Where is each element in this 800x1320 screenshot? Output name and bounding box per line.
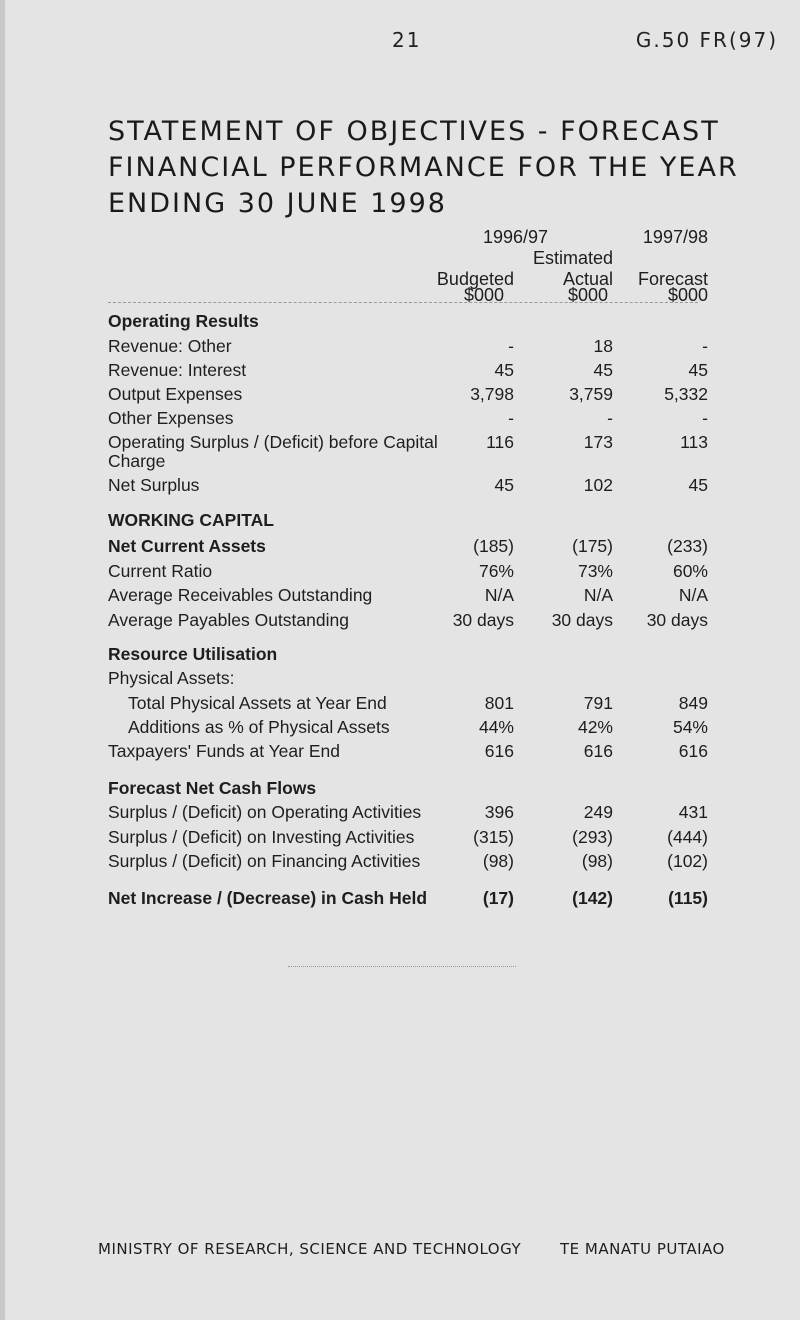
cell-budgeted: (17): [482, 888, 514, 908]
forecast-label: Forecast: [637, 269, 708, 289]
cell-estimated-actual: 3,759: [569, 384, 613, 404]
title-line-1: STATEMENT OF OBJECTIVES - FORECAST: [108, 116, 720, 147]
cell-budgeted: 76%: [478, 561, 514, 581]
unit-label-1: $000: [463, 285, 504, 305]
cell-estimated-actual: (175): [572, 536, 613, 556]
section-operating-results: Operating Results: [108, 311, 259, 331]
cell-budgeted: 116: [486, 432, 514, 452]
cell-budgeted: 3,798: [470, 384, 514, 404]
cell-estimated-actual: 42%: [577, 717, 613, 737]
row-label: Operating Surplus / (Deficit) before Capital: [108, 432, 438, 452]
cell-estimated-actual: 30 days: [551, 610, 613, 630]
page-edge: [0, 0, 5, 1320]
row-label: Current Ratio: [108, 561, 213, 581]
cell-forecast: (233): [667, 536, 708, 556]
cell-forecast: 45: [688, 360, 708, 380]
row-label: Net Increase / (Decrease) in Cash Held: [108, 888, 428, 908]
row-label-continuation: Charge: [108, 451, 166, 471]
footer-maori-name: TE MANATU PUTAIAO: [560, 1240, 725, 1258]
cell-forecast: 5,332: [664, 384, 708, 404]
row-label: Average Payables Outstanding: [108, 610, 349, 630]
cell-budgeted: 44%: [478, 717, 514, 737]
cell-budgeted: -: [508, 336, 514, 356]
row-label: Net Surplus: [108, 475, 200, 495]
actual-label: Actual: [562, 269, 613, 289]
cell-estimated-actual: 18: [593, 336, 613, 356]
unit-label-3: $000: [667, 285, 708, 305]
cell-budgeted: N/A: [484, 585, 514, 605]
cell-budgeted: 45: [494, 360, 514, 380]
cell-forecast: (115): [668, 888, 708, 908]
cell-forecast: 54%: [672, 717, 708, 737]
row-label: Other Expenses: [108, 408, 234, 428]
cell-estimated-actual: -: [607, 408, 613, 428]
estimated-label: Estimated: [532, 248, 613, 268]
cell-forecast: 30 days: [646, 610, 708, 630]
cell-estimated-actual: 102: [583, 475, 613, 495]
cell-estimated-actual: (98): [581, 851, 613, 871]
cell-forecast: 849: [678, 693, 708, 713]
cell-forecast: 616: [678, 741, 708, 761]
dotted-rule: [288, 966, 516, 967]
cell-forecast: -: [702, 408, 708, 428]
cell-estimated-actual: 45: [593, 360, 613, 380]
cell-budgeted: (185): [473, 536, 514, 556]
row-label: Surplus / (Deficit) on Investing Activities: [108, 827, 415, 847]
cell-budgeted: 396: [484, 802, 514, 822]
row-label: Taxpayers' Funds at Year End: [108, 741, 340, 761]
cell-forecast: 113: [680, 432, 708, 452]
cell-forecast: 45: [688, 475, 708, 495]
cell-forecast: 60%: [672, 561, 708, 581]
row-label: Net Current Assets: [108, 536, 266, 556]
cell-estimated-actual: 616: [583, 741, 613, 761]
cell-budgeted: -: [508, 408, 514, 428]
cell-budgeted: (98): [482, 851, 514, 871]
section-working-capital: WORKING CAPITAL: [108, 510, 274, 530]
year-1997-98: 1997/98: [642, 227, 708, 247]
page-number: 21: [392, 28, 422, 52]
cell-forecast: N/A: [678, 585, 708, 605]
row-label: Revenue: Other: [108, 336, 232, 356]
cell-budgeted: (315): [473, 827, 514, 847]
cell-estimated-actual: (142): [572, 888, 613, 908]
cell-budgeted: 801: [484, 693, 514, 713]
cell-forecast: -: [702, 336, 708, 356]
cell-estimated-actual: N/A: [583, 585, 613, 605]
footer-ministry: MINISTRY OF RESEARCH, SCIENCE AND TECHNOLOGY: [98, 1240, 522, 1258]
row-label: Surplus / (Deficit) on Operating Activities: [108, 802, 422, 822]
row-label: Revenue: Interest: [108, 360, 247, 380]
cell-estimated-actual: 73%: [577, 561, 613, 581]
document-code: G.50 FR(97): [635, 28, 778, 52]
unit-label-2: $000: [567, 285, 608, 305]
cell-forecast: (444): [667, 827, 708, 847]
cell-estimated-actual: 249: [583, 802, 613, 822]
cell-estimated-actual: (293): [572, 827, 613, 847]
year-1996-97: 1996/97: [483, 227, 549, 247]
cell-budgeted: 30 days: [452, 610, 514, 630]
cell-budgeted: 616: [484, 741, 514, 761]
section-resource-utilisation: Resource Utilisation: [108, 644, 278, 664]
cell-estimated-actual: 791: [583, 693, 613, 713]
row-label: Total Physical Assets at Year End: [128, 693, 387, 713]
cell-forecast: (102): [667, 851, 708, 871]
physical-assets-heading: Physical Assets:: [108, 668, 235, 688]
header-rule: [108, 302, 698, 303]
row-label: Average Receivables Outstanding: [108, 585, 373, 605]
cell-budgeted: 45: [494, 475, 514, 495]
budgeted-label: Budgeted: [436, 269, 514, 289]
title-line-2: FINANCIAL PERFORMANCE FOR THE YEAR: [108, 152, 739, 183]
cell-estimated-actual: 173: [583, 432, 613, 452]
section-forecast-net-cash-flows: Forecast Net Cash Flows: [108, 778, 317, 798]
title-line-3: ENDING 30 JUNE 1998: [108, 188, 447, 219]
row-label: Additions as % of Physical Assets: [128, 717, 390, 737]
row-label: Surplus / (Deficit) on Financing Activities: [108, 851, 421, 871]
row-label: Output Expenses: [108, 384, 243, 404]
cell-forecast: 431: [678, 802, 708, 822]
